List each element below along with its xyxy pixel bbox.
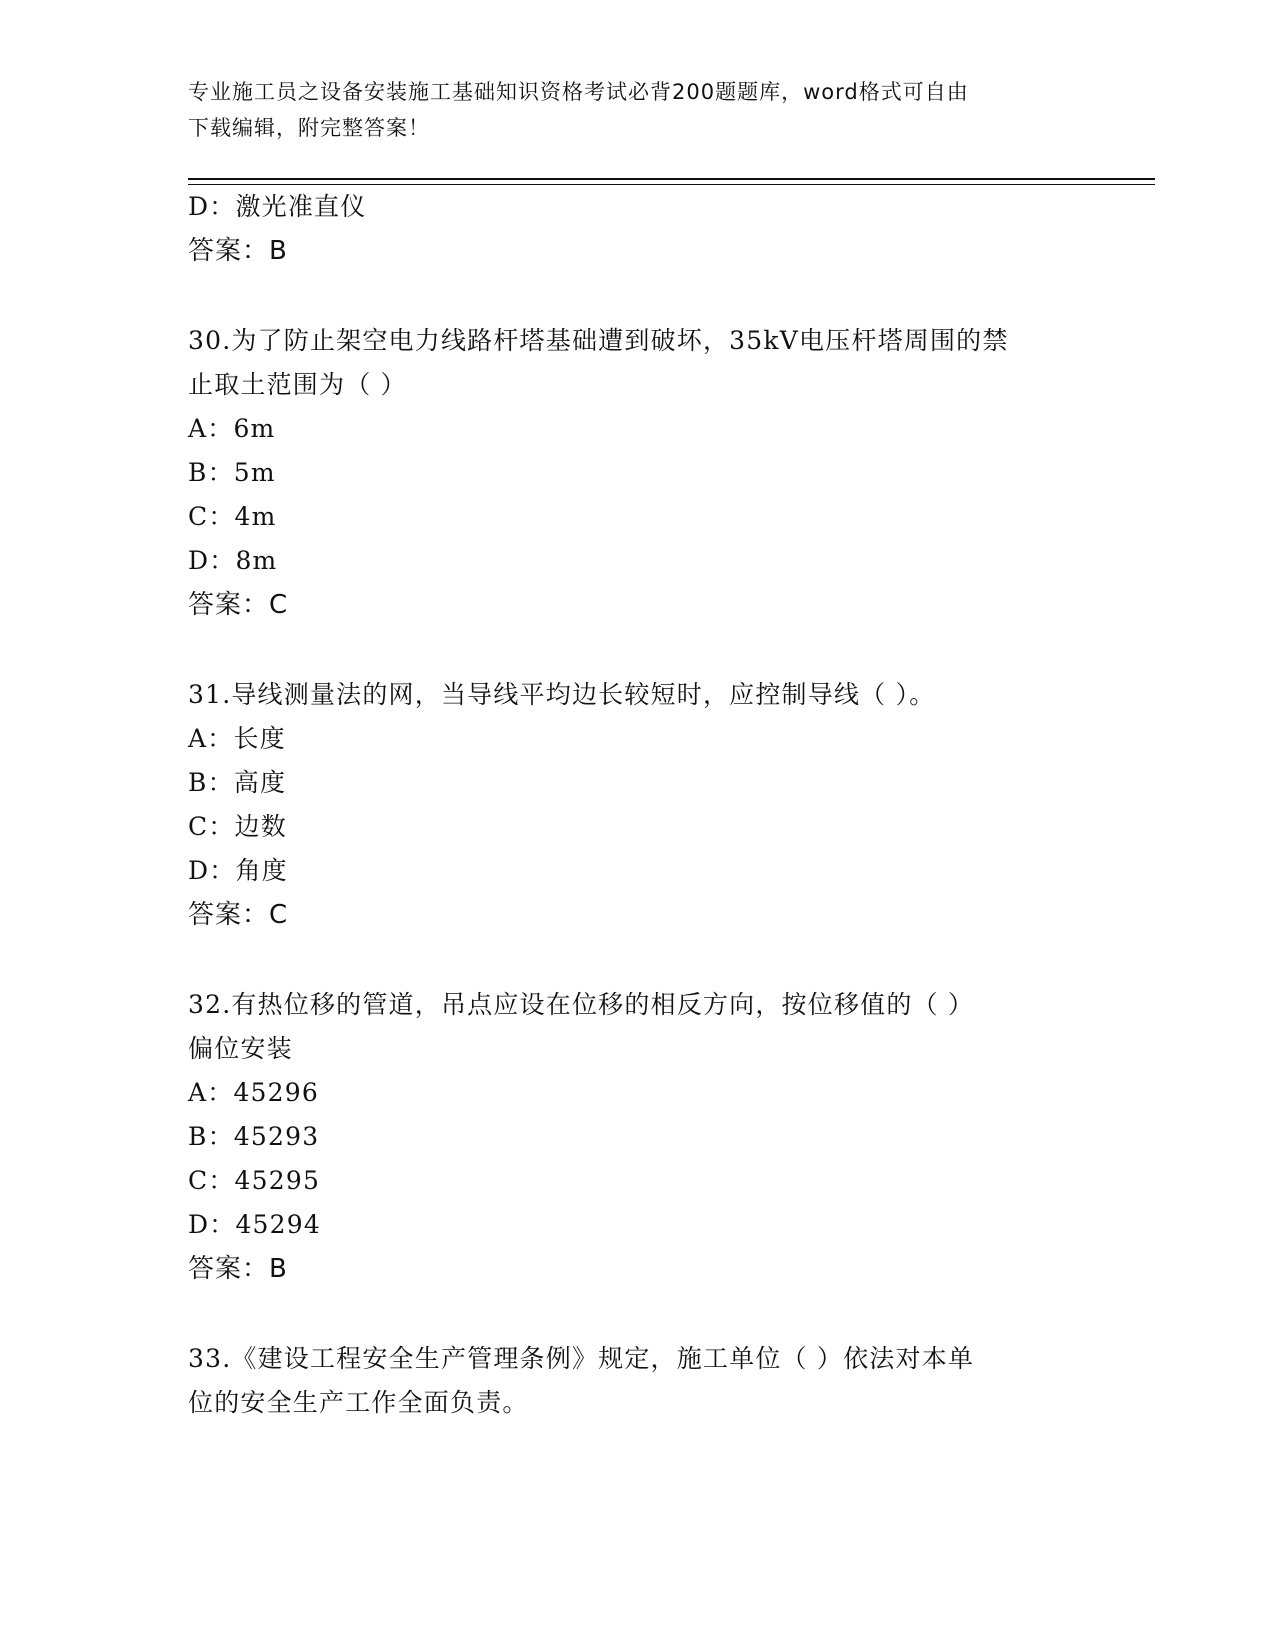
answer-line: 答案：C — [188, 900, 289, 930]
header-line-2: 下载编辑，附完整答案！ — [188, 116, 430, 140]
question-stem-line-1: 30.为了防止架空电力线路杆塔基础遭到破坏，35kV电压杆塔周围的禁 — [188, 326, 1009, 355]
option-d: D：45294 — [188, 1210, 321, 1239]
option-a: A：6m — [188, 414, 276, 443]
option-b: B：45293 — [188, 1122, 320, 1151]
option-c: C：边数 — [188, 812, 287, 841]
question-stem-line-2: 偏位安装 — [188, 1034, 293, 1063]
header-line-1: 专业施工员之设备安装施工基础知识资格考试必背200题题库，word格式可自由 — [188, 80, 969, 104]
question-stem-line-1: 31.导线测量法的网，当导线平均边长较短时，应控制导线（ ）。 — [188, 680, 936, 709]
option-d: D：激光准直仪 — [188, 192, 367, 221]
header-double-rule — [188, 178, 1155, 185]
page-header — [188, 74, 1088, 146]
question-stem-line-2: 位的安全生产工作全面负责。 — [188, 1388, 529, 1417]
question-stem-line-1: 32.有热位移的管道，吊点应设在位移的相反方向，按位移值的（ ） — [188, 990, 975, 1019]
option-a: A：长度 — [188, 724, 286, 753]
question-stem-line-2: 止取土范围为（ ） — [188, 370, 407, 399]
option-d: D：角度 — [188, 856, 288, 885]
answer-line: 答案：B — [188, 1254, 288, 1284]
question-stem-line-1: 33.《建设工程安全生产管理条例》规定，施工单位（ ）依法对本单 — [188, 1344, 975, 1373]
option-d: D：8m — [188, 546, 278, 575]
option-a: A：45296 — [188, 1078, 319, 1107]
option-b: B：5m — [188, 458, 276, 487]
answer-line: 答案：B — [188, 236, 288, 266]
option-c: C：45295 — [188, 1166, 321, 1195]
answer-line: 答案：C — [188, 590, 289, 620]
option-c: C：4m — [188, 502, 277, 531]
option-b: B：高度 — [188, 768, 287, 797]
